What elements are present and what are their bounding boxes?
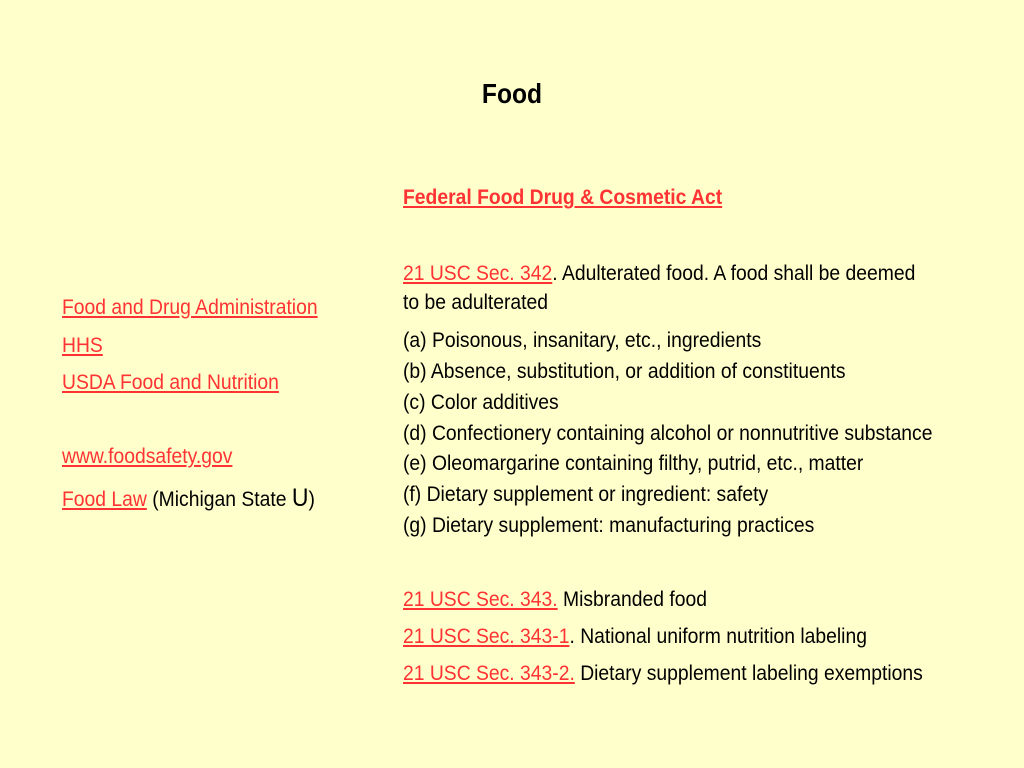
sec342-text: . Adulterated food. A food shall be deemed (552, 262, 916, 285)
list-item: (f) Dietary supplement or ingredient: safety (403, 483, 769, 506)
food-law-note: (Michigan State U) (152, 484, 315, 512)
sec343-2-link[interactable]: 21 USC Sec. 343-2. (403, 662, 575, 685)
list-item: (b) Absence, substitution, or addition of constituents (403, 360, 846, 383)
hhs-link[interactable]: HHS (62, 334, 103, 357)
sec342-link[interactable]: 21 USC Sec. 342 (403, 262, 553, 285)
sec343-1-text: . National uniform nutrition labeling (569, 625, 867, 648)
list-item: (d) Confectionery containing alcohol or nonnutritive substance (403, 422, 933, 445)
sec343-1-link[interactable]: 21 USC Sec. 343-1 (403, 625, 570, 648)
list-item: (e) Oleomargarine containing filthy, putrid, etc., matter (403, 452, 864, 475)
slide-title: Food (481, 78, 543, 109)
usda-link[interactable]: USDA Food and Nutrition (62, 371, 279, 394)
list-item: (g) Dietary supplement: manufacturing practices (403, 514, 815, 537)
sec343-text: Misbranded food (557, 588, 707, 611)
sec342-text-continued: to be adulterated (403, 291, 549, 314)
sec343-link[interactable]: 21 USC Sec. 343. (403, 588, 558, 611)
act-heading-link[interactable]: Federal Food Drug & Cosmetic Act (403, 186, 723, 209)
sec343-2-text: Dietary supplement labeling exemptions (574, 662, 923, 685)
food-law-link[interactable]: Food Law (62, 488, 147, 511)
list-item: (c) Color additives (403, 391, 559, 414)
fda-link[interactable]: Food and Drug Administration (62, 296, 318, 319)
list-item: (a) Poisonous, insanitary, etc., ingredients (403, 329, 762, 352)
foodsafety-link[interactable]: www.foodsafety.gov (62, 445, 233, 468)
